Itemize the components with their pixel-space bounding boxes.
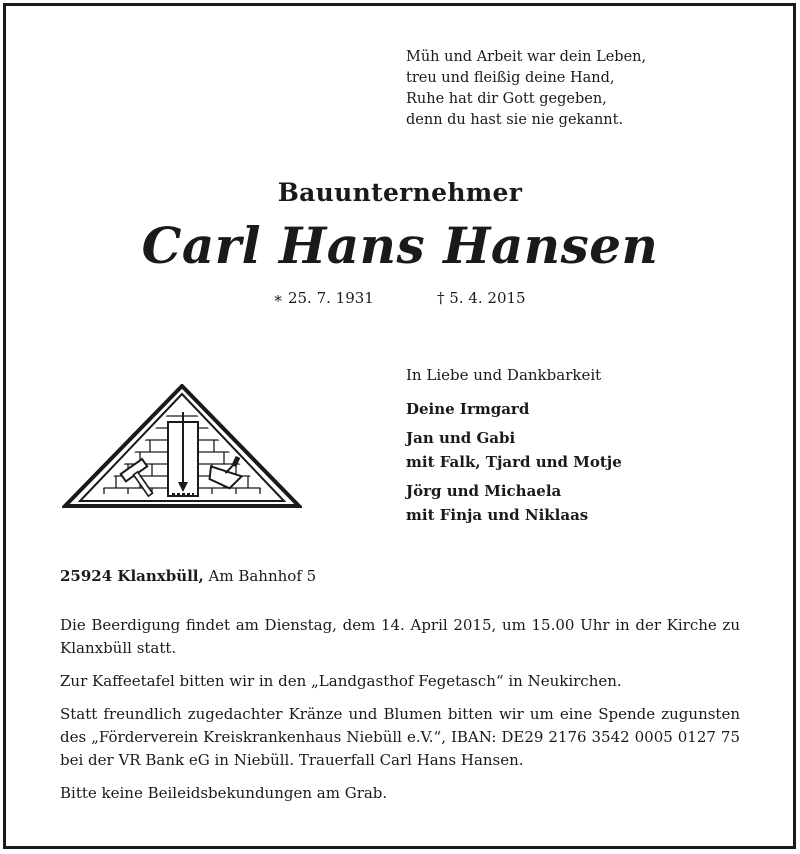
death-date: † 5. 4. 2015 (437, 289, 526, 307)
profession-title: Bauunternehmer (277, 178, 523, 207)
coffee-notice: Zur Kaffeetafel bitten wir in den „Landgasthof Fegetasch“ in Neukirchen. (60, 672, 622, 690)
poem-line: denn du hast sie nie gekannt. (406, 112, 624, 128)
mourner-group (406, 397, 622, 421)
mourner-name: mit Finja und Niklaas (406, 506, 589, 524)
mourners-intro: In Liebe und Dankbarkeit (406, 366, 602, 384)
deceased-name: Carl Hans Hansen (141, 216, 659, 275)
bricklayer-emblem-icon (62, 384, 302, 510)
donation-notice: Statt freundlich zugedachter Kränze und Blumen bitten wir um eine Spende zugunsten des „Förderverein Kreiskrankenhaus Niebüll e.V.“, IBAN: DE29 2176 3542 0005 0127 75 bei der VR Bank eG in Niebüll. Trauerfall Carl Hans Hansen. (60, 705, 740, 769)
birth-date: ∗ 25. 7. 1931 (273, 289, 374, 307)
address-postal-city: 25924 Klanxbüll, (60, 567, 204, 585)
mourner-group (406, 479, 622, 527)
mourner-name: Deine Irmgard (406, 400, 530, 418)
mourner-name: mit Falk, Tjard und Motje (406, 453, 622, 471)
condolence-notice: Bitte keine Beileidsbekundungen am Grab. (60, 784, 388, 802)
poem-line: Müh und Arbeit war dein Leben, (406, 49, 647, 65)
funeral-notice: Die Beerdigung findet am Dienstag, dem 14. April 2015, um 15.00 Uhr in der Kirche zu Klanxbüll statt. (60, 616, 740, 657)
address-street: Am Bahnhof 5 (208, 567, 317, 585)
mourner-name: Jörg und Michaela (406, 482, 562, 500)
poem (406, 47, 646, 131)
mourner-name: Jan und Gabi (406, 429, 516, 447)
mourner-group (406, 426, 622, 474)
poem-line: treu und fleißig deine Hand, (406, 70, 615, 86)
notice-text (60, 614, 740, 815)
mourners-block (406, 363, 622, 532)
poem-line: Ruhe hat dir Gott gegeben, (406, 91, 607, 107)
address (60, 567, 316, 585)
